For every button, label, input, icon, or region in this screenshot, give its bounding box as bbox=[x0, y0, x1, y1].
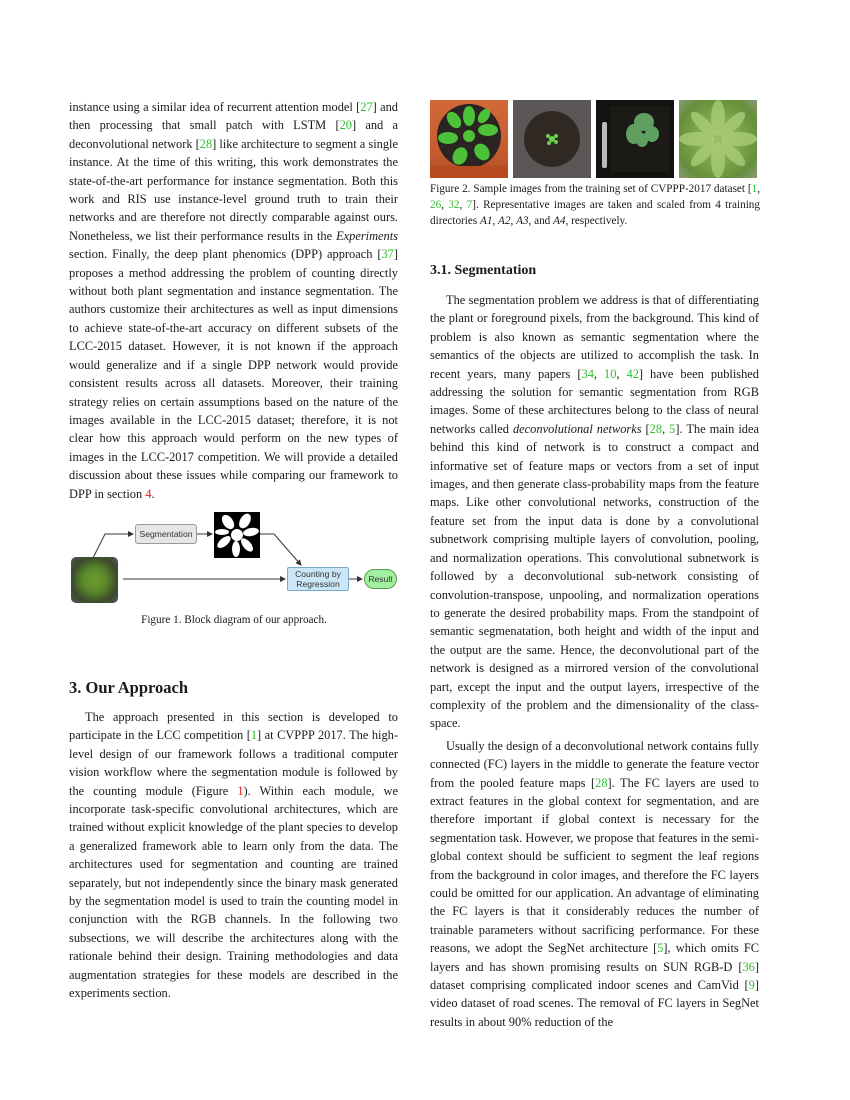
leaf-mask-icon bbox=[214, 512, 260, 558]
citation-link[interactable]: 20 bbox=[339, 118, 352, 133]
section-3-1-body bbox=[430, 291, 759, 1031]
figure-reference-link[interactable]: 1 bbox=[237, 783, 244, 798]
paragraph: The segmentation problem we address is that of differentiating the plant or foreground pixels, from the background. This kind of problem is also known as semantic segmentation where the semantics of the objects are utilized to accomplish the task. In recent years, many papers [34, 10, 42] have been published addressing the solution for semantic segmentation from RGB images. Some of these architectures belong to the class of neural networks called deconvolutional networks [28, 5]. The main idea behind this kind of network is to construct a compact and informative set of feature maps or vectors from a set of input images, and then generate class-probability maps from the feature maps. Like other convolutional networks, construction of the feature set from the input data is done by a convolutional subnetwork comprising multiple layers of convolution, pooling, and normalization operations. This convolutional subnetwork is followed by a deconvolutional sub-network consisting of convolution-transpose, unpooling, and normalization operations to generate the desired probability maps. From the standpoint of semantic segmenatation, both height and width of the input and the output are the same. Hence, the deconvolutional part of the network is designed as a mirrored version of the convolutional part, except the input and the output layers, irrespective of the complexity of the problem and the dimensionality of the class-space. bbox=[430, 293, 760, 731]
section-3-paragraph: The approach presented in this section is developed to participate in the LCC competition [1] at CVPPP 2017. The high-level design of our framework follows a traditional computer vision workflow where the segmentation module is followed by the counting module (Figure 1). Within each module, we incorporate task-specific convolutional architectures, which are trained without explicit knowledge of the plant species to develop a generalized framework able to learn only from the data. The architectures used for segmentation and counting are trained separately, but not independently since the binary mask generated by the segmentation model is used to train the counting model in conjunction with the RGB channels. In the following two subsections, we will describe the architectures along with the rationale behind their design. Training methodologies and data augmentation strategies for these models are described in the experiments section. bbox=[69, 710, 399, 1001]
paragraph: Usually the design of a deconvolutional network contains fully connected (FC) layers in the middle to generate the feature vector from the pooled feature maps [28]. The FC layers are used to extract features in the global context for segmentation, and are therefore important if global context is necessary for the segmentation task. However, we propose that features in the semi-global context should be sufficient to segment the leaf regions from the background in color images, and therefore the FC layers could be omitted for our application. An advantage of eliminating the FC layers is that it considerably reduces the number of trainable parameters without sacrificing performance. For these reasons, we adopt the SegNet architecture [5], which omits FC layers and has shown promising results on SUN RGB-D [36] dataset comprising complicated indoor scenes and CamVid [9] video dataset of road scenes. The removal of FC layers in SegNet results in about 90% reduction of the bbox=[430, 738, 760, 1029]
citation-link[interactable]: 28 bbox=[649, 421, 663, 436]
counting-by-regression-box: Counting by Regression bbox=[287, 567, 349, 591]
section-reference-link[interactable]: 4 bbox=[145, 486, 152, 501]
figure-2-caption: Figure 2. Sample images from the training set of CVPPP-2017 dataset [1, 26, 32, 7]. Representative images are taken and scaled from 4 training directories A1, A2, A3, and A4, respectively. bbox=[430, 183, 760, 227]
citation-link[interactable]: 28 bbox=[595, 775, 608, 790]
result-box: Result bbox=[364, 569, 397, 589]
plant-thumbnail-icon bbox=[513, 100, 591, 178]
plant-thumbnail-icon bbox=[596, 100, 674, 178]
citation-link[interactable]: 10 bbox=[604, 366, 617, 381]
binary-mask-image bbox=[214, 512, 260, 558]
subsection-heading: 3.1. Segmentation bbox=[430, 263, 537, 278]
sample-image-a2 bbox=[513, 100, 591, 178]
citation-link[interactable]: 34 bbox=[581, 366, 594, 381]
citation-link[interactable]: 5 bbox=[657, 941, 664, 956]
citation-link[interactable]: 32 bbox=[448, 199, 460, 211]
citation-link[interactable]: 36 bbox=[742, 959, 755, 974]
segmentation-box: Segmentation bbox=[135, 524, 197, 544]
citation-link[interactable]: 1 bbox=[250, 728, 258, 743]
intro-paragraph: instance using a similar idea of recurrent attention model [27] and then processing that small patch with LSTM [20] and a deconvolutional network [28] like architecture to segment a single instance. At the time of this writing, this work demonstrates the state-of-the-art performance for instance segmentation. Both this work and RIS use instance-level ground truth to train their networks and are therefore not directly comparable against ours. Nonetheless, we list their performance results in the Experiments section. Finally, the deep plant phenomics (DPP) approach [37] proposes a method addressing the problem of counting directly without both plant segmentation and instance segmentation. The authors customize their architectures as well as input dimensions to achieve state-of-the-art accuracy on different subsets of the LCC-2015 dataset. However, it is not known if the approach would generalize and if a single DPP network would provide consistent results across all datasets. Moreover, their training strategy relies on certain assumptions based on the nature of the images available in the LCC-2015 dataset; therefore, it is not clear how this approach would perform on the new types of images in the LCC-2017 competition. We will provide a detailed discussion about these issues while comparing our framework to DPP in section 4. bbox=[69, 100, 398, 501]
citation-link[interactable]: 28 bbox=[199, 136, 213, 151]
citation-link[interactable]: 7 bbox=[466, 199, 473, 211]
citation-link[interactable]: 1 bbox=[751, 183, 758, 195]
sample-image-a4 bbox=[679, 100, 757, 178]
figure-1-block-diagram bbox=[69, 508, 399, 608]
section-heading: 3. Our Approach bbox=[69, 678, 189, 697]
sample-image-a3 bbox=[596, 100, 674, 178]
plant-thumbnail-icon bbox=[430, 100, 508, 178]
citation-link[interactable]: 37 bbox=[381, 247, 394, 262]
citation-link[interactable]: 5 bbox=[669, 421, 676, 436]
citation-link[interactable]: 27 bbox=[360, 100, 373, 114]
figure-2-sample-images bbox=[430, 100, 760, 178]
citation-link[interactable]: 42 bbox=[626, 366, 639, 381]
figure-1-caption: Figure 1. Block diagram of our approach. bbox=[141, 614, 327, 626]
citation-link[interactable]: 9 bbox=[748, 978, 755, 993]
plant-thumbnail-icon bbox=[679, 100, 757, 178]
input-plant-image bbox=[71, 557, 118, 603]
sample-image-a1 bbox=[430, 100, 508, 178]
citation-link[interactable]: 26 bbox=[430, 199, 442, 211]
